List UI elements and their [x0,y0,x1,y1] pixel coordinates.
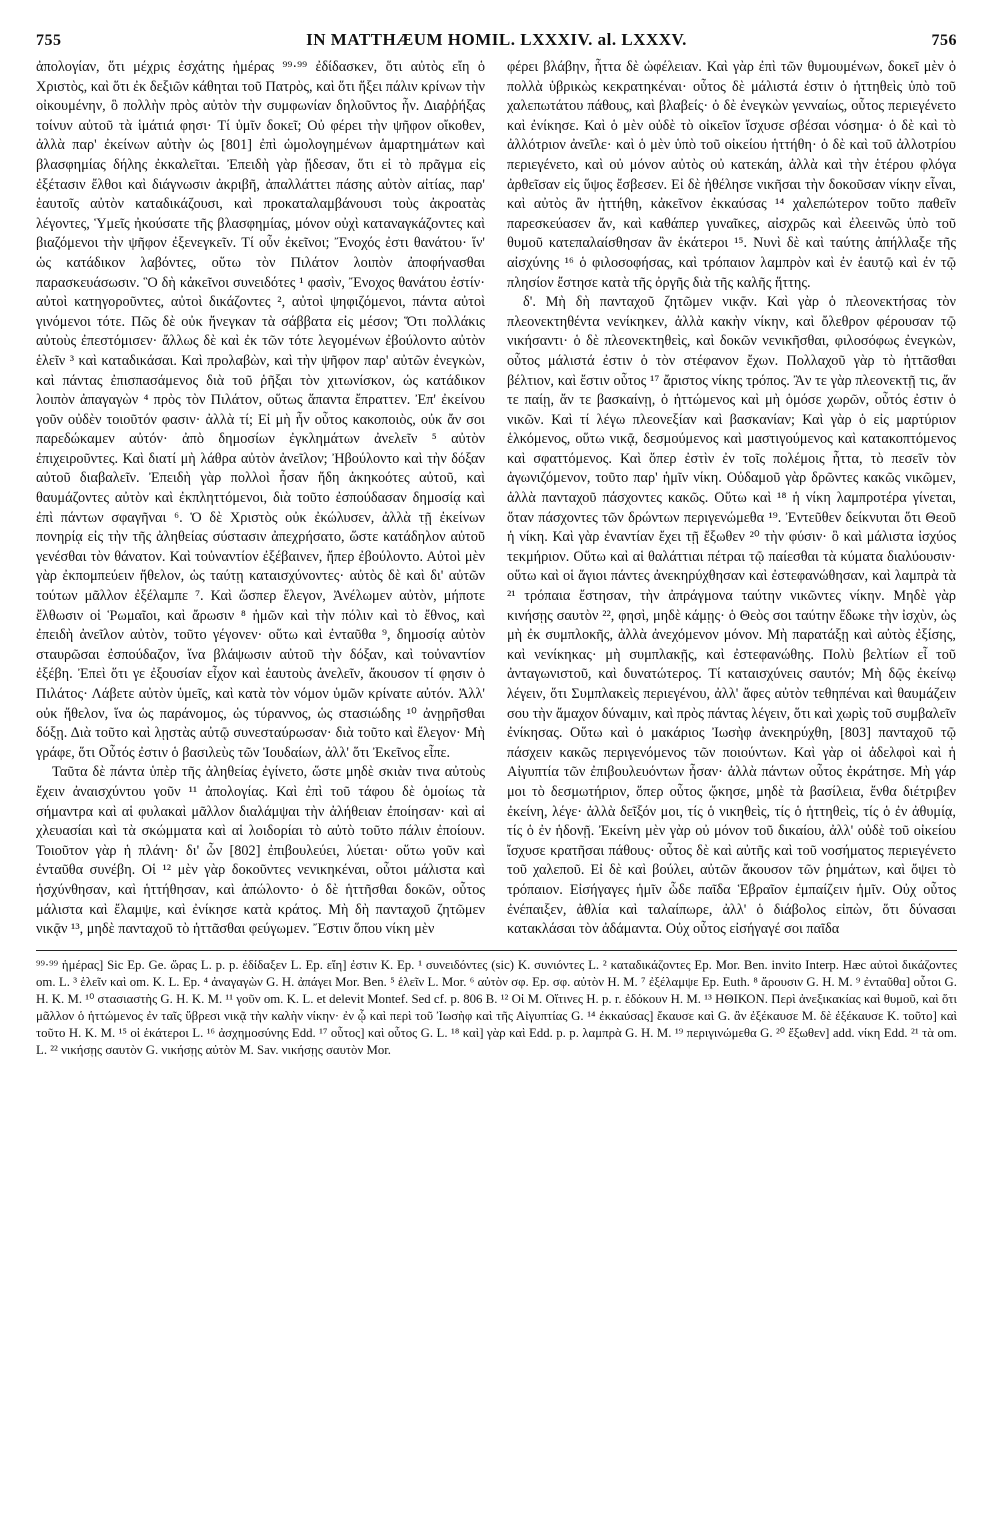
footnote-block: ⁹⁹·⁹⁹ ἡμέρας] Sic Ep. Ge. ὥρας L. p. p. ἐδίδαξεν L. Ep. εἴη] ἐστιν K. Ep. ¹ συνειδόντες (sic) K. συνιόντες L. ² καταδικάζοντες Ep. Mor. Ben. invito Interp. Hæc αὐτοὶ δικάζοντες om. L. ³ ἑλεῖν καὶ om. K. L. Ep. ⁴ ἀναγαγὼν G. H. ἀπάγει Mor. Ben. ⁵ ἑλεῖν L. Mor. ⁶ αὐτὸν σφ. Ep. σφ. αὐτὸν H. M. ⁷ ἐξέλαμψε Ep. Euth. ⁸ ἄρουσιν G. H. M. ⁹ ἐνταῦθα] οὗτοι G. H. K. M. ¹⁰ στασιαστὴς G. H. K. M. ¹¹ γοῦν om. K. L. et delevit Montef. Sed cf. p. 806 B. ¹² Οἱ M. Οἵτινες H. p. r. ἐδόκουν H. M. ¹³ ΗΘΙΚΟΝ. Περὶ ἀνεξικακίας καὶ θυμοῦ, καὶ ὅτι μᾶλλον ὁ ἡττώμενος ἐν ταῖς ὕβρεσι νικᾷ τὴν καλὴν νίκην· ἐν ᾧ καὶ περὶ τοῦ Ἰωσὴφ καὶ τῆς Αἰγυπτίας G. ¹⁴ ἐκκαύσας] ἔκαυσε καὶ G. ἂν ἐξέκαυσε M. δὲ ἐξέκαυσε K. τοῦτο] καὶ τοῦτο H. K. M. ¹⁵ οἱ ἑκάτεροι L. ¹⁶ ἀσχημοσύνης Edd. ¹⁷ οὗτος] καὶ οὗτος G. L. ¹⁸ καὶ] γὰρ καὶ Edd. p. p. λαμπρὰ G. H. M. ¹⁹ περιγινώμεθα G. ²⁰ ἔξωθεν] add. νίκη Edd. ²¹ τὰ om. L. ²² νικήσῃς σαυτὸν G. νικήσῃς αὐτὸν M. Sav. νικήσῃς σαυτὸν Mor. [36,957,957,1057]
paragraph: δ'. Μὴ δὴ πανταχοῦ ζητῶμεν νικᾷν. Καὶ γὰρ ὁ πλεονεκτήσας τὸν πλεονεκτηθέντα νενίκηκεν, ἀλλὰ κακὴν νίκην, καὶ ὄλεθρον φέρουσαν τῷ νικήσαντι· ὁ δὲ πλεονεκτηθεὶς, καὶ δοκῶν νενικῆσθαι, φιλοσόφως ἐνεγκὼν, οὗτος μάλιστά ἐστιν ὁ τὸν στέφανον ἔχων. Πολλαχοῦ γὰρ τὸ ἡττᾶσθαι βέλτιον, καὶ ἔστιν οὗτος ¹⁷ ἄριστος νίκης τρόπος. Ἂν τε γὰρ πλεονεκτῇ τις, ἄν τε παίῃ, ἄν τε βασκαίνῃ, ὁ ἡττώμενος καὶ μὴ ὁμόσε χωρῶν, οὗτός ἐστιν ὁ νικῶν. Καὶ τί λέγω πλεονεξίαν καὶ βασκανίαν; Καὶ γὰρ ὁ εἰς μαρτύριον ἑλκόμενος, οὕτω νικᾷ, δεσμούμενος καὶ μαστιγούμενος καὶ κατακοπτόμενος καὶ σφαττόμενος. Καὶ ὅπερ ἐστὶν ἐν τοῖς πολέμοις ἧττα, τὸ πεσεῖν τὸν ἀγωνιζόμενον, τοῦτο παρ' ἡμῖν νίκη. Οὐδαμοῦ γὰρ δρῶντες κακῶς νικῶμεν, ἀλλὰ πανταχοῦ πάσχοντες κακῶς. Οὕτω καὶ ¹⁸ ἡ νίκη λαμπροτέρα γίνεται, ὅταν πάσχοντες τῶν δρώντων περιγενώμεθα ¹⁹. Ἐντεῦθεν δείκνυται ὅτι Θεοῦ ἡ νίκη. Καὶ γὰρ ἐναντίαν ἔχει τῇ ἔξωθεν ²⁰ τὴν φύσιν· ὃ καὶ μάλιστα ἰσχύος τεκμήριον. Οὕτω καὶ αἱ θαλάττιαι πέτραι τῷ παίεσθαι τὰ κύματα διαλύουσιν· οὕτω καὶ οἱ ἅγιοι πάντες ἀνεκηρύχθησαν καὶ ἐστεφανώθησαν, καὶ λαμπρὰ τὰ ²¹ τρόπαια ἔστησαν, τὴν ἀπράγμονα ταύτην νικῶντες νίκην. Μηδὲ γὰρ κινήσῃς σαυτὸν ²², φησὶ, μηδὲ κάμῃς· ὁ Θεὸς σοι ταύτην ἔδωκε τὴν ἰσχὺν, ὡς μὴ ἐκ συμπλοκῆς, ἀλλὰ ἀνεχόμενον μόνον. Μὴ παρατάξῃ καὶ αὐτὸς ἐξίσης, καὶ νενίκηκας· μὴ συμπλακῇς, καὶ ἐστεφανώθης. Πολὺ βελτίων εἶ τοῦ ἀνταγωνιστοῦ, καὶ δυνατώτερος. Τί καταισχύνεις σαυτόν; Μὴ δῷς ἐκείνῳ λέγειν, ὅτι Συμπλακεὶς περιεγένου, ἀλλ' ἄφες αὐτὸν τεθηπέναι καὶ θαυμάζειν σου τὴν ἄμαχον δύναμιν, καὶ πρὸς πάντας λέγειν, ὅτι καὶ χωρὶς τοῦ συμβαλεῖν ἐνίκησας. Οὕτω καὶ ὁ μακάριος Ἰωσὴφ ἀνεκηρύχθη, [803] πανταχοῦ τῷ πάσχειν κακῶς περιγενόμενος τῶν ποιούντων. Καὶ γὰρ οἱ ἀδελφοὶ καὶ ἡ Αἰγυπτία τῶν ἐπιβουλευόντων ἦσαν· ἀλλὰ πάντων οὗτος ἐκράτησε. Μὴ γάρ μοι τὸ δεσμωτήριον, ὅπερ οὗτος ᾤκησε, μηδὲ τὰ βασίλεια, ἔνθα διέτριβεν ἐκείνη, λέγε· ἀλλὰ δεῖξόν μοι, τίς ὁ νικηθεὶς, τίς ὁ ἡττηθεὶς, τίς ὁ ἐν ἀθυμίᾳ, τίς ὁ ἐν ἡδονῇ. Ἐκείνη μὲν γὰρ οὐ μόνον τοῦ δικαίου, ἀλλ' οὐδὲ τοῦ οἰκείου ἴσχυσε κρατῆσαι πάθους· οὗτος δὲ καὶ αὐτῆς καὶ τοῦ νοσήματος περιεγένετο τοῦ χαλεποῦ. Εἰ δὲ καὶ βούλει, αὐτῶν ἄκουσον τῶν ῥημάτων, καὶ ὄψει τὸ τρόπαιον. Εἰσήγαγες ἡμῖν ὧδε παῖδα Ἑβραῖον ἐμπαίζειν ἡμῖν. Οὐχ οὗτος ἐνέπαιξεν, ἀθλία καὶ ταλαίπωρε, ἀλλ' ὁ διάβολος εἰπὼν, ὅτι δύνασαι κατακλάσαι τὸν ἀδάμαντα. Οὐχ οὗτος εἰσήγαγέ σοι παῖδα [507,294,956,938]
left-page-number: 755 [36,32,62,49]
footnotes [36,957,957,1059]
running-title: IN MATTHÆUM HOMIL. LXXXIV. al. LXXXV. [306,30,687,49]
footnote-divider [36,950,957,951]
left-column [36,58,485,940]
text-columns [36,58,957,940]
right-column [507,58,956,940]
paragraph: ἀπολογίαν, ὅτι μέχρις ἐσχάτης ἡμέρας ⁹⁹·⁹⁹ ἐδίδασκεν, ὅτι αὐτὸς εἴη ὁ Χριστὸς, καὶ ὅτι ἐκ δεξιῶν κάθηται τοῦ Πατρὸς, καὶ ὅτι ἥξει πάλιν κρίνων τὴν οἰκουμένην, ὃ πολλὴν πρὸς αὐτὸν τὴν συμφωνίαν δηλοῦντος ἦν. Διαῤῥήξας τοίνυν αὐτοῦ τὰ ἱμάτιά φησι· Τί ὑμῖν δοκεῖ; Οὐ φέρει τὴν ψῆφον οἴκοθεν, ἀλλὰ παρ' ἐκείνων αὐτὴν ὡς [801] ἐπὶ ὡμολογημένων ἁμαρτημάτων καὶ βλασφημίας δήλης ἐκκαλεῖται. Ἐπειδὴ γὰρ ᾔδεσαν, ὅτι εἰ τὸ πρᾶγμα εἰς ἐξέτασιν ἔλθοι καὶ διάγνωσιν ἀκριβῆ, ἀπαλλάττει πάσης αὐτὸν αἰτίας, παρ' ἑαυτοῖς αὐτὸν καταδικάζουσι, καὶ προκαταλαμβάνουσι τοὺς ἀκροατὰς λέγοντες, Ὑμεῖς ἠκούσατε τῆς βλασφημίας, μόνον οὐχὶ καταναγκάζοντες καὶ βιαζόμενοι τὴν ψῆφον ἐξενεγκεῖν. Τί οὖν ἐκεῖνοι; Ἔνοχός ἐστι θανάτου· ἵν' ὡς κατάδικον λαβόντες, οὕτω τὸν Πιλάτον λοιπὸν ἀποφήνασθαι παρασκευάσωσιν. Ὃ δὴ κἀκεῖνοι συνειδότες ¹ φασὶν, Ἔνοχος θανάτου ἐστίν· αὐτοὶ κατηγοροῦντες, αὐτοὶ δικάζοντες ², αὐτοὶ ψηφιζόμενοι, πάντα αὐτοὶ γινόμενοι τότε. Πῶς δὲ οὐκ ἤνεγκαν τὰ σάββατα εἰς μέσον; Ὅτι πολλάκις αὐτοὺς ἐπεστόμισεν· ἄλλως δὲ καὶ ἐκ τῶν τότε λεγομένων ἐβούλοντο αὐτὸν ἑλεῖν ³ καὶ καταδικάσαι. Καὶ προλαβὼν, καὶ τὴν ψῆφον παρ' αὐτῶν ἐνεγκὼν, καὶ πάντας ἐπισπασάμενος διὰ τοῦ ῥῆξαι τὸν χιτωνίσκον, ὡς κατάδικον λοιπὸν ἀπαγαγὼν ⁴ πρὸς τὸν Πιλάτον, οὕτως ἅπαντα ἔπραττεν. Ἐπ' ἐκείνου γοῦν οὐδὲν τοιοῦτόν φασιν· ἀλλὰ τί; Εἰ μὴ ἦν οὗτος κακοποιὸς, οὐκ ἄν σοι παρεδώκαμεν αὐτόν· ἀπὸ δημοσίων ἐγκλημάτων ἀνελεῖν ⁵ αὐτὸν ἐπιχειροῦντες. Καὶ διατί μὴ λάθρα αὐτὸν ἀνεῖλον; Ἠβούλοντο καὶ τὴν δόξαν αὐτοῦ διαβαλεῖν. Ἐπειδὴ γὰρ πολλοὶ ἦσαν ἤδη ἀκηκοότες αὐτοῦ, καὶ θαυμάζοντες αὐτὸν καὶ ἐκπληττόμενοι, διὰ τοῦτο ἐσπούδασαν δημοσίᾳ καὶ ἐπὶ πάντων σφαγῆναι ⁶. Ὁ δὲ Χριστὸς οὐκ ἐκώλυσεν, ἀλλὰ τῇ ἐκείνων πονηρίᾳ εἰς τὴν τῆς ἀληθείας σύστασιν ἀπεχρήσατο, ὥστε κατάδηλον αὐτοῦ γενέσθαι τὸν θάνατον. Καὶ τοὐναντίον ἐξέβαινεν, ἤπερ ἐβούλοντο. Αὐτοὶ μὲν γὰρ ἐκπομπεύειν ἤθελον, ὡς ταύτῃ καταισχύνοντες· αὐτὸς δὲ καὶ δι' αὐτῶν τούτων μᾶλλον ἐξέλαμπε ⁷. Καὶ ὥσπερ ἔλεγον, Ἀνέλωμεν αὐτὸν, μήποτε ἔλθωσιν οἱ Ῥωμαῖοι, καὶ ἄρωσιν ⁸ ἡμῶν καὶ τὴν πόλιν καὶ τὸ ἔθνος, καὶ ἐπειδὴ ἀνεῖλον αὐτὸν, τοῦτο γέγονεν· οὕτω καὶ ἐνταῦθα ⁹, δημοσίᾳ αὐτὸν σταυρῶσαι ἐσπούδαζον, ἵνα βλάψωσιν αὐτοῦ τὴν δόξαν, καὶ τοὐναντίον ἐξέβη. Ἐπεὶ ὅτι γε ἐξουσίαν εἶχον καὶ ἑαυτοὺς ἀνελεῖν, ἄκουσον τί φησιν ὁ Πιλάτος· Λάβετε αὐτὸν ὑμεῖς, καὶ κατὰ τὸν νόμον ὑμῶν κρίνατε αὐτόν. Ἀλλ' οὐκ ἤθελον, ἵνα ὡς παράνομος, ὡς τύραννος, ὡς στασιώδης ¹⁰ ἀνῃρῆσθαι δόξῃ. Διὰ τοῦτο καὶ λῃστὰς αὐτῷ συνεσταύρωσαν· διὰ τοῦτο καὶ ἔλεγον· Μὴ γράφε, ὅτι Οὗτός ἐστιν ὁ βασιλεὺς τῶν Ἰουδαίων, ἀλλ' ὅτι Ἐκεῖνος εἶπε. [36,59,485,761]
paragraph: Ταῦτα δὲ πάντα ὑπὲρ τῆς ἀληθείας ἐγίνετο, ὥστε μηδὲ σκιὰν τινα αὐτοὺς ἔχειν ἀναισχύντου γοῦν ¹¹ ἀπολογίας. Καὶ ἐπὶ τοῦ τάφου δὲ ὁμοίως τὰ σήμαντρα καὶ αἱ φυλακαὶ μᾶλλον διαλάμψαι τὴν ἀλήθειαν ἐποίησαν· καὶ αἱ χλευασίαι καὶ τὰ σκώμματα καὶ αἱ λοιδορίαι τὸ αὐτὸ τοῦτο πάλιν ἐποίουν. Τοιοῦτον γὰρ ἡ πλάνη· δι' ὧν [802] ἐπιβουλεύει, λύεται· οὕτω γοῦν καὶ ἐνταῦθα συνέβη. Οἱ ¹² μὲν γὰρ δοκοῦντες νενικηκέναι, οὗτοι μάλιστα καὶ ἡσχύνθησαν, καὶ ἡττήθησαν, καὶ ἀπώλοντο· ὁ δὲ ἡττῆσθαι δοκῶν, οὗτος μάλιστα καὶ ἔλαμψε, καὶ ἐνίκησε κατὰ κράτος. Μὴ δὴ πανταχοῦ ζητῶμεν νικᾷν ¹³, μηδὲ πανταχοῦ τὸ ἡττᾶσθαι φεύγωμεν. Ἔστιν ὅπου νίκη μὲν [36,764,485,938]
paragraph: φέρει βλάβην, ἧττα δὲ ὠφέλειαν. Καὶ γὰρ ἐπὶ τῶν θυμουμένων, δοκεῖ μὲν ὁ πολλὰ ὑβρικὼς κεκρατηκέναι· οὗτος δὲ μάλιστά ἐστιν ὁ ἡττηθεὶς ὑπὸ τοῦ χαλεπωτάτου πάθους, καὶ βλαβείς· ὁ δὲ ἐνεγκὼν γενναίως, οὗτος περιεγένετο καὶ ἐνίκησε. Καὶ ὁ μὲν οὐδὲ τὸ οἰκεῖον ἴσχυσε σβέσαι νόσημα· ὁ δὲ καὶ τὸ ἀλλότριον ἀνεῖλε· καὶ ὁ μὲν ὑπὸ τοῦ οἰκείου ἡττήθη· ὁ δὲ καὶ τοῦ ἀλλοτρίου περιεγένετο, καὶ οὐ μόνον αὐτὸς οὐ κατεκάη, ἀλλὰ καὶ τὴν ἑτέρου φλόγα ἀρθεῖσαν εἰς ὕψος ἔσβεσεν. Εἰ δὲ ἠθέλησε νικῆσαι τὴν δοκοῦσαν νίκην εἶναι, καὶ αὐτὸς ἂν ἡττήθη, κἀκεῖνον ἐκκαύσας ¹⁴ χαλεπώτερον τοῦτο παθεῖν παρεσκεύασεν ἄν, καὶ καθάπερ γυναῖκες, αἰσχρῶς καὶ ἐλεεινῶς ὑπὸ τοῦ θυμοῦ κατεπαλαίσθησαν ἂν ἑκάτεροι ¹⁵. Νυνὶ δὲ καὶ ταύτης ἀπήλλαξε τῆς αἰσχύνης ¹⁶ ὁ φιλοσοφήσας, καὶ τρόπαιον λαμπρὸν καὶ ἐν ἑαυτῷ καὶ ἐν τῷ πλησίον ἔστησε κατὰ τῆς ὀργῆς διὰ τῆς καλῆς ἥττης. [507,59,956,291]
right-page-number: 756 [931,32,957,49]
running-header [36,30,957,58]
